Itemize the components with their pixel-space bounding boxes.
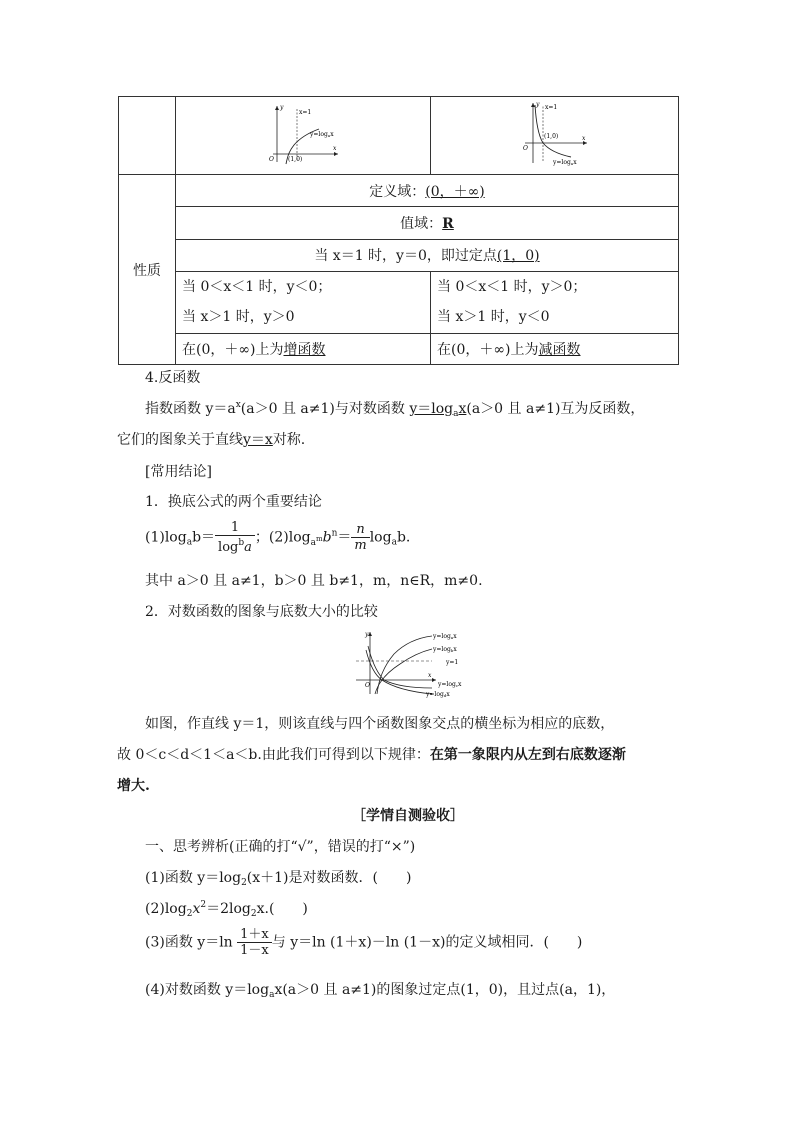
decreasing-case-2: 当 x＞1 时，y＜0 (437, 309, 550, 326)
x-equals-1-label: x=1 (544, 103, 557, 111)
text-span: b (322, 529, 332, 546)
denominator (215, 536, 255, 555)
symmetry-line-answer: y＝x (243, 432, 273, 448)
text-span: 对称. (272, 432, 306, 448)
text-span: a (244, 540, 252, 555)
curve-label: y=logax (310, 130, 334, 138)
text-span: log (218, 540, 239, 555)
increasing-case-2: 当 x＞1 时，y＞0 (182, 309, 295, 326)
text-span: ＝ (337, 529, 352, 546)
origin-label: O (269, 155, 274, 163)
mono-value-increasing: 增函数 (283, 341, 326, 358)
point-label: (1,0) (543, 132, 558, 140)
increasing-sign-cell (176, 271, 431, 333)
x-axis-label: x (333, 144, 337, 152)
conclusion-1-title: 1．换底公式的两个重要结论 (145, 494, 322, 510)
y-axis-label: y (535, 100, 539, 108)
origin-label: O (365, 682, 370, 689)
numerator: 1 (215, 520, 255, 536)
text-span: 它们的图象关于直线 (117, 432, 243, 448)
domain-label: 定义域： (369, 183, 426, 200)
domain-row (176, 175, 679, 207)
text-span: (a＞0 且 a≠1)互为反函数， (466, 401, 645, 417)
x-axis-label: x (581, 134, 585, 142)
superscript: b (238, 538, 245, 548)
text-span: 与 y＝ln (1＋x)－ln (1－x)的定义域相同．( ) (271, 934, 583, 951)
x-axis-label: x (428, 672, 432, 679)
increasing-case-1: 当 0＜x＜1 时，y＜0； (182, 279, 332, 296)
text-span: b. (396, 529, 411, 546)
numerator: 1＋x (237, 927, 272, 943)
y-axis-label: y (280, 103, 284, 111)
mono-prefix: 在(0，＋∞)上为 (437, 341, 539, 358)
explanation-line-1: 如图，作直线 y＝1，则该直线与四个函数图象交点的横坐标为相应的底数， (145, 716, 615, 732)
rule-bold-text: 在第一象限内从左到右底数逐渐 (429, 747, 626, 763)
curve-b-label: y=logbx (433, 646, 457, 653)
text-span: (2)log (268, 529, 311, 546)
mono-prefix: 在(0，＋∞)上为 (182, 341, 284, 358)
y-axis-label: y (365, 631, 369, 638)
quiz-question-1 (145, 867, 411, 888)
text-span: log (369, 529, 392, 546)
decreasing-case-1: 当 0＜x＜1 时，y＞0； (437, 279, 587, 296)
superscript: n (331, 528, 338, 539)
subscript: a (391, 537, 397, 548)
log-function-answer (409, 401, 466, 417)
conclusion-conditions: 其中 a＞0 且 a≠1，b＞0 且 b≠1，m，n∈R，m≠0. (145, 573, 483, 589)
denominator: 1－x (240, 943, 269, 958)
subscript (310, 534, 323, 548)
subscript: 2 (250, 909, 257, 919)
properties-row-header: 性质 (119, 175, 176, 365)
table-empty-cell (119, 97, 176, 175)
line-y1-label: y=1 (446, 659, 459, 666)
graph-increasing-cell (176, 97, 431, 175)
text-span: ； (254, 529, 269, 546)
change-of-base-formulas (145, 520, 410, 555)
subscript: 2 (186, 909, 193, 919)
fixed-point-text: 当 x＝1 时，y＝0，即过定点 (314, 248, 497, 265)
text-span: a (310, 537, 316, 548)
conclusions-header: [常用结论] (145, 464, 212, 480)
subscript: a (453, 409, 459, 419)
quiz-question-2 (145, 898, 308, 919)
decreasing-monotonic-cell (431, 333, 679, 364)
text-span: b＝ (192, 529, 216, 546)
log-properties-table (118, 96, 679, 365)
subscript: 2 (241, 878, 247, 888)
quiz-question-4 (145, 979, 615, 1000)
decreasing-log-graph (515, 99, 595, 169)
section-4-title: 4.反函数 (145, 370, 201, 386)
superscript: m (315, 534, 323, 543)
x-equals-1-label: x=1 (299, 108, 312, 116)
inverse-function-line-1 (145, 398, 644, 419)
curve-d-label: y=logdx (426, 691, 450, 698)
base-comparison-graph (352, 628, 478, 698)
increasing-monotonic-cell (176, 333, 431, 364)
curve-a-label: y=logax (433, 633, 457, 640)
graph-decreasing-cell (431, 97, 679, 175)
quiz-question-3 (145, 927, 582, 958)
text-span: (4)对数函数 y＝log (145, 982, 270, 998)
text-span: (1)log (145, 529, 187, 546)
fixed-point-value: (1，0) (496, 248, 540, 265)
text-span: x.( ) (256, 901, 308, 917)
text-span: (1)函数 y＝log (145, 870, 242, 886)
quiz-part-1-title: 一、思考辨析(正确的打“√”，错误的打“×”) (145, 839, 416, 855)
range-label: 值域： (400, 215, 443, 232)
text-span: x (458, 401, 467, 417)
mono-value-decreasing: 减函数 (538, 341, 581, 358)
explanation-line-3: 增大. (117, 778, 150, 794)
text-span: (x＋1)是对数函数．( ) (246, 870, 412, 886)
explanation-line-2 (117, 744, 626, 764)
curve-c-label: y=logcx (438, 681, 462, 688)
superscript: 2 (200, 900, 207, 910)
text-span: (a＞0 且 a≠1)与对数函数 (240, 401, 410, 417)
text-span: 故 0＜c＜d＜1＜a＜b.由此我们可得到以下规律： (117, 747, 430, 763)
range-value: R (442, 215, 454, 232)
curve-label: y=logax (552, 158, 577, 166)
text-span: (3)函数 y＝ln (145, 934, 238, 951)
fraction-ln (237, 927, 272, 958)
fraction-2 (351, 522, 369, 553)
text-span: ＝2log (206, 901, 251, 917)
denominator: m (354, 538, 367, 553)
text-span: x(a＞0 且 a≠1)的图象过定点(1，0)，且过点(a，1)， (274, 982, 616, 998)
text-span: y＝log (409, 401, 454, 417)
subscript: a (186, 537, 193, 548)
conclusion-2-title: 2．对数函数的图象与底数大小的比较 (145, 604, 378, 620)
increasing-log-graph (263, 102, 343, 166)
text-span: (2)log (145, 901, 187, 917)
quiz-section-title: ［学情自测验收］ (352, 808, 464, 824)
text-span: x (192, 901, 201, 917)
point-label: (1,0) (288, 155, 303, 163)
subscript: a (269, 990, 275, 1000)
superscript: x (235, 400, 241, 410)
numerator: n (351, 522, 369, 538)
text-span: 指数函数 y＝a (145, 401, 236, 417)
fraction-1 (215, 520, 255, 555)
inverse-function-line-2 (117, 429, 305, 449)
origin-label: O (522, 144, 528, 152)
fixed-point-row (176, 239, 679, 271)
domain-value: (0，＋∞) (425, 183, 485, 200)
range-row (176, 207, 679, 239)
decreasing-sign-cell (431, 271, 679, 333)
